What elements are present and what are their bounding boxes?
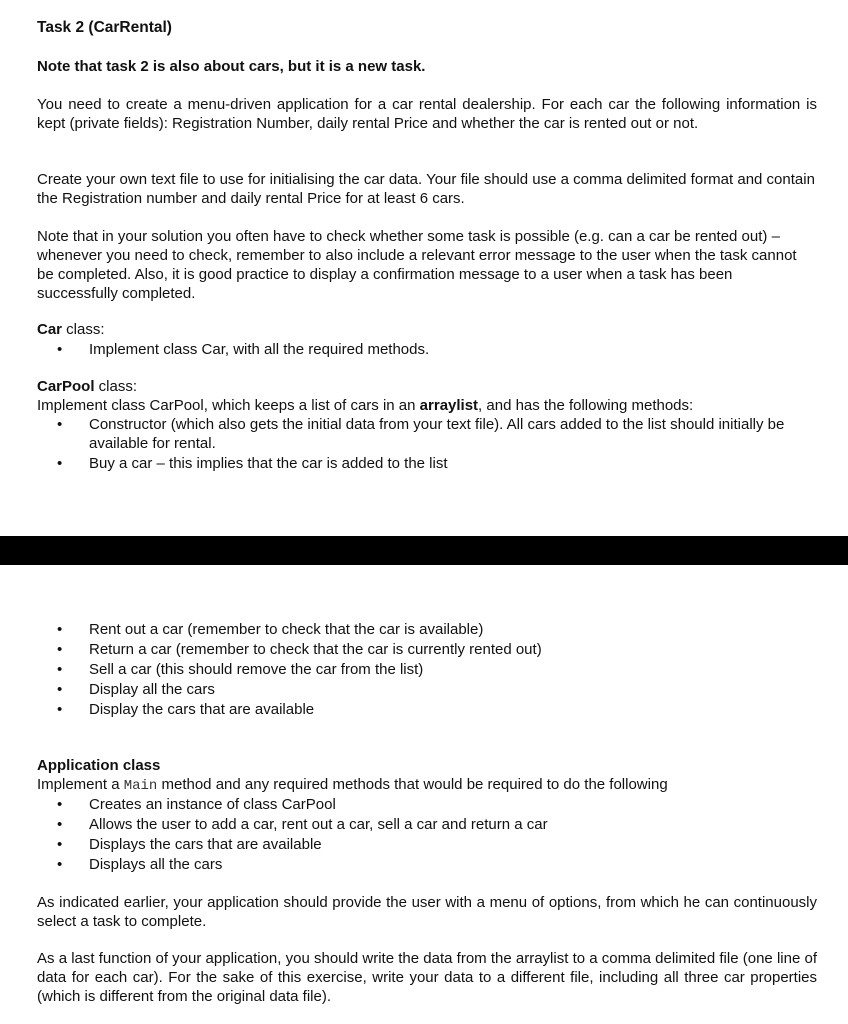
application-desc-code: Main xyxy=(123,778,158,794)
application-tasks-list xyxy=(37,795,817,875)
application-desc-after: method and any required methods that would be required to do the following xyxy=(157,776,668,793)
check-note-paragraph: Note that in your solution you often have to check whether some task is possible (e.g. can a car be rented out) – whenever you need to check, remember to also include a relevant error message to the user when the task cannot be completed. Also, it is good practice to display a confirmation message to a user when a task has been successfully completed. xyxy=(37,228,797,302)
list-item: • Displays all the cars xyxy=(37,855,817,875)
list-item: • Creates an instance of class CarPool xyxy=(37,795,817,815)
list-item: • Return a car (remember to check that the car is currently rented out) xyxy=(37,640,817,660)
list-item: • Implement class Car, with all the required methods. xyxy=(37,340,817,360)
carpool-class-heading-rest: class: xyxy=(94,378,138,395)
carpool-class-heading xyxy=(37,377,817,396)
list-item: • Constructor (which also gets the initial data from your text file). All cars added to the list should initially be available for rental. xyxy=(37,415,817,453)
carpool-desc-bold: arraylist xyxy=(419,397,479,414)
car-class-heading-bold: Car xyxy=(37,321,63,338)
car-class-heading-rest: class: xyxy=(62,321,105,338)
intro-paragraph: You need to create a menu-driven application for a car rental dealership. For each car the following information is kept (private fields): Registration Number, daily rental Price and whether the car is rented out or not. xyxy=(37,96,817,132)
list-item: • Display all the cars xyxy=(37,680,817,700)
carpool-class-description xyxy=(37,396,817,415)
list-item: • Displays the cars that are available xyxy=(37,835,817,855)
text-file-paragraph: Create your own text file to use for initialising the car data. Your file should use a comma delimited format and contain the Registration number and daily rental Price for at least 6 cars. xyxy=(37,171,815,207)
application-desc-before: Implement a xyxy=(37,776,124,793)
list-item: • Allows the user to add a car, rent out a car, sell a car and return a car xyxy=(37,815,817,835)
car-class-list xyxy=(37,340,817,360)
application-class-heading: Application class xyxy=(37,757,161,774)
list-item: • Rent out a car (remember to check that the car is available) xyxy=(37,620,817,640)
task-note: Note that task 2 is also about cars, but it is a new task. xyxy=(37,58,426,75)
list-item: • Display the cars that are available xyxy=(37,700,817,720)
application-class-description xyxy=(37,775,817,796)
car-class-heading xyxy=(37,320,817,339)
carpool-class-heading-bold: CarPool xyxy=(37,378,95,395)
last-function-paragraph: As a last function of your application, you should write the data from the arraylist to a comma delimited file (one line of data for each car). For the sake of this exercise, write your data to a different file, including all three car properties (which is different from the original data file). xyxy=(37,950,817,1005)
list-item: • Buy a car – this implies that the car is added to the list xyxy=(37,454,817,473)
carpool-methods-list-bottom xyxy=(37,620,817,720)
carpool-desc-before: Implement class CarPool, which keeps a list of cars in an xyxy=(37,397,420,414)
menu-note-paragraph: As indicated earlier, your application should provide the user with a menu of options, from which he can continuously select a task to complete. xyxy=(37,894,817,930)
redaction-bar xyxy=(0,536,848,565)
carpool-desc-after: , and has the following methods: xyxy=(478,397,694,414)
carpool-methods-list-top xyxy=(37,415,817,473)
task-title: Task 2 (CarRental) xyxy=(37,19,172,36)
list-item: • Sell a car (this should remove the car from the list) xyxy=(37,660,817,680)
